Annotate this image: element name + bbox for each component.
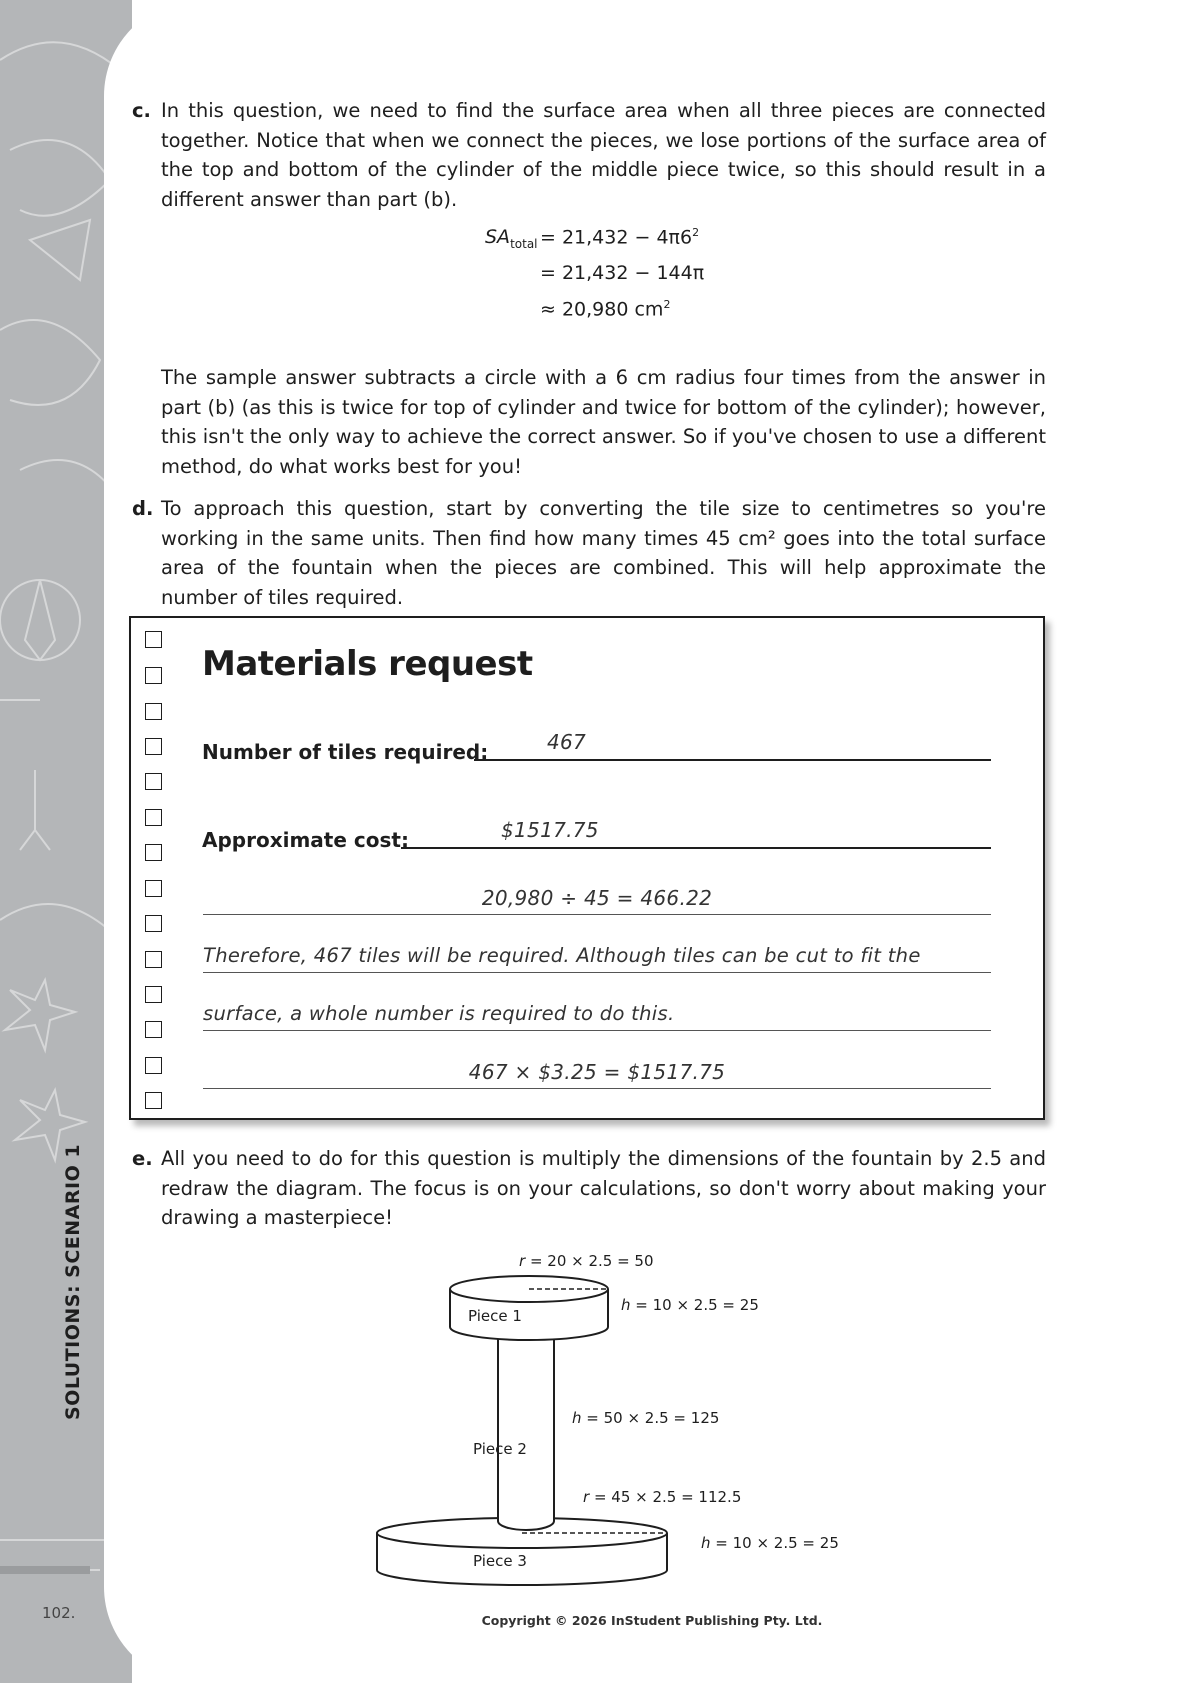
r1-annotation: r = 20 × 2.5 = 50 — [519, 1252, 654, 1270]
part-d-text: To approach this question, start by converting the tile size to centimetres so you're working in the same units. Then find how many times 45 cm² goes into the total surface area of the fountain when the pieces are combined. This will help approximate the number of tiles required. — [161, 497, 1046, 609]
question-letter-e: e. — [132, 1147, 153, 1170]
h3-annotation: h = 10 × 2.5 = 25 — [701, 1534, 839, 1552]
equation-line-1: = $21,432 - 4\pi 6^2$ — [540, 226, 700, 249]
checkbox-icon — [145, 915, 162, 932]
piece-1-label: Piece 1 — [468, 1307, 522, 1325]
cost-label: Approximate cost: — [202, 828, 409, 852]
piece-3-label: Piece 3 — [473, 1552, 527, 1570]
fountain-diagram — [370, 1248, 840, 1588]
tiles-label: Number of tiles required: — [202, 740, 489, 764]
working-line-4: 467 × $3.25 = $1517.75 — [468, 1060, 726, 1084]
materials-request-form — [129, 616, 1045, 1120]
page-number: 102. — [42, 1604, 76, 1622]
checkbox-icon — [145, 809, 162, 826]
h2-annotation: h = 50 × 2.5 = 125 — [572, 1409, 720, 1427]
checkbox-icon — [145, 1021, 162, 1038]
checkbox-icon — [145, 1092, 162, 1109]
rule-line — [203, 1088, 991, 1089]
cost-underline — [401, 847, 991, 849]
working-line-2: Therefore, 467 tiles will be required. Although tiles can be cut to fit the — [203, 944, 921, 967]
rule-line — [203, 972, 991, 973]
equation-line-2: = 21,432 − 144π — [540, 262, 705, 284]
checkbox-icon — [145, 631, 162, 648]
copyright-footer: Copyright © 2026 InStudent Publishing Pty. Ltd. — [481, 1613, 823, 1628]
checkbox-icon — [145, 667, 162, 684]
tiles-value: 467 — [547, 730, 587, 754]
rule-line — [203, 914, 991, 915]
checkbox-icon — [145, 738, 162, 755]
h1-annotation: h = 10 × 2.5 = 25 — [621, 1296, 759, 1314]
r3-annotation: r = 45 × 2.5 = 112.5 — [583, 1488, 742, 1506]
question-letter-c: c. — [132, 99, 151, 122]
checkbox-icon — [145, 844, 162, 861]
part-c-text: In this question, we need to find the surface area when all three pieces are connected together. Notice that when we connect the pieces, we lose portions of the surface area of the top and bottom of the cylinder of the middle piece twice, so this should result in a different answer than part (b). — [161, 99, 1046, 211]
checkbox-icon — [145, 703, 162, 720]
checkbox-icon — [145, 773, 162, 790]
checkbox-icon — [145, 880, 162, 897]
cost-value: $1517.75 — [501, 818, 599, 842]
part-e-text: All you need to do for this question is multiply the dimensions of the fountain by 2.5 and redraw the diagram. The focus is on your calculations, so don't worry about making your drawing a masterpiece! — [161, 1147, 1046, 1229]
form-title: Materials request — [202, 644, 533, 684]
section-label: SOLUTIONS: SCENARIO 1 — [62, 1143, 84, 1420]
rule-line — [203, 1030, 991, 1031]
piece-2-body — [498, 1312, 554, 1530]
tiles-underline — [474, 759, 991, 761]
checkbox-icon — [145, 951, 162, 968]
part-c-explanation: The sample answer subtracts a circle with a 6 cm radius four times from the answer in part (b) (as this is twice for top of cylinder and twice for bottom of the cylinder); however, this isn't the only way to achieve the correct answer. So if you've chosen to use a different method, do what works best for you! — [161, 366, 1046, 478]
equation-line-3: ≈ 20,980 $cm^2$ — [540, 298, 671, 321]
checkbox-icon — [145, 986, 162, 1003]
working-line-3: surface, a whole number is required to do this. — [203, 1002, 675, 1025]
working-line-1: 20,980 ÷ 45 = 466.22 — [481, 886, 713, 910]
question-letter-d: d. — [132, 497, 154, 520]
piece-2-label: Piece 2 — [473, 1440, 527, 1458]
equation-lhs: $SA_{total}$ — [485, 226, 538, 251]
checkbox-icon — [145, 1057, 162, 1074]
